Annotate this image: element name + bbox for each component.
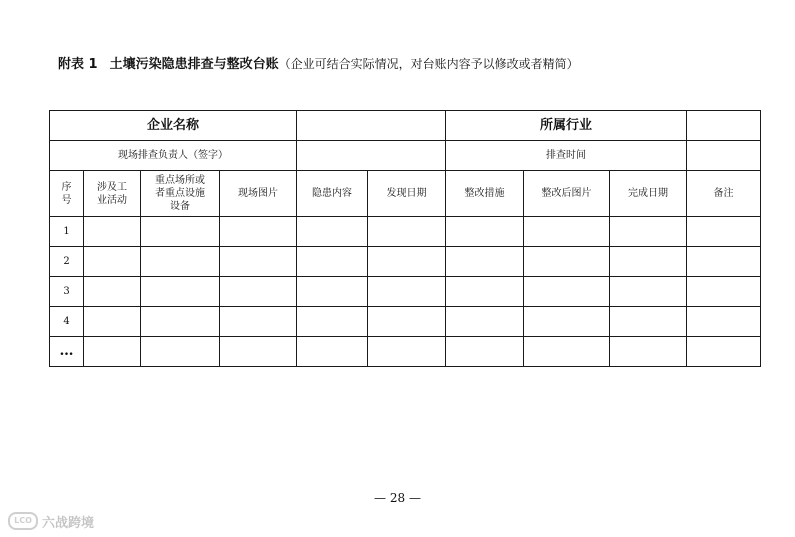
table-cell[interactable] — [610, 337, 687, 367]
industry-label: 所属行业 — [446, 111, 687, 141]
table-cell[interactable] — [610, 247, 687, 277]
row-seq: … — [50, 337, 84, 367]
table-cell[interactable] — [84, 247, 141, 277]
table-cell[interactable] — [446, 217, 524, 247]
col-header-activity: 涉及工 业活动 — [84, 171, 141, 217]
table-cell[interactable] — [141, 307, 220, 337]
company-name-field[interactable] — [297, 111, 446, 141]
ledger-note: （企业可结合实际情况，对台账内容予以修改或者精简） — [278, 57, 579, 71]
table-cell[interactable] — [84, 337, 141, 367]
row-seq: 3 — [50, 277, 84, 307]
table-cell[interactable] — [297, 217, 368, 247]
table-cell[interactable] — [297, 307, 368, 337]
responsible-field[interactable] — [297, 141, 446, 171]
table-cell[interactable] — [687, 277, 761, 307]
table-cell[interactable] — [220, 247, 297, 277]
table-cell[interactable] — [368, 307, 446, 337]
table-cell[interactable] — [84, 217, 141, 247]
table-cell[interactable] — [84, 307, 141, 337]
watermark — [8, 511, 94, 531]
table-row — [50, 217, 761, 247]
table-cell[interactable] — [446, 277, 524, 307]
table-cell[interactable] — [446, 307, 524, 337]
watermark-logo-icon: LCO — [8, 512, 38, 530]
ledger-table — [49, 110, 761, 367]
table-cell[interactable] — [610, 307, 687, 337]
table-cell[interactable] — [141, 247, 220, 277]
table-cell[interactable] — [368, 217, 446, 247]
table-cell[interactable] — [220, 337, 297, 367]
table-cell[interactable] — [687, 217, 761, 247]
col-header-after-photo: 整改后图片 — [524, 171, 610, 217]
row-seq: 4 — [50, 307, 84, 337]
table-cell[interactable] — [220, 217, 297, 247]
table-cell[interactable] — [524, 307, 610, 337]
table-cell[interactable] — [446, 247, 524, 277]
watermark-text: 六战跨境 — [42, 515, 95, 531]
page-title — [58, 55, 579, 73]
table-row — [50, 307, 761, 337]
table-cell[interactable] — [368, 337, 446, 367]
table-cell[interactable] — [524, 217, 610, 247]
ledger-title: 土壤污染隐患排查与整改台账 — [109, 57, 279, 72]
table-cell[interactable] — [524, 247, 610, 277]
table-cell[interactable] — [524, 337, 610, 367]
inspection-time-label: 排查时间 — [446, 141, 687, 171]
col-header-key-site: 重点场所或 者重点设施 设备 — [141, 171, 220, 217]
col-header-found-date: 发现日期 — [368, 171, 446, 217]
table-cell[interactable] — [84, 277, 141, 307]
table-cell[interactable] — [297, 247, 368, 277]
table-cell[interactable] — [610, 277, 687, 307]
table-cell[interactable] — [297, 277, 368, 307]
col-header-done-date: 完成日期 — [610, 171, 687, 217]
row-seq: 1 — [50, 217, 84, 247]
table-cell[interactable] — [687, 247, 761, 277]
table-cell[interactable] — [297, 337, 368, 367]
responsible-label: 现场排查负责人（签字） — [50, 141, 297, 171]
table-cell[interactable] — [610, 217, 687, 247]
table-cell[interactable] — [687, 337, 761, 367]
company-name-label: 企业名称 — [50, 111, 297, 141]
row-seq: 2 — [50, 247, 84, 277]
col-header-seq: 序 号 — [50, 171, 84, 217]
table-cell[interactable] — [220, 277, 297, 307]
col-header-measures: 整改措施 — [446, 171, 524, 217]
page-number: — 28 — — [374, 491, 421, 505]
table-cell[interactable] — [220, 307, 297, 337]
table-cell[interactable] — [141, 277, 220, 307]
col-header-remarks: 备注 — [687, 171, 761, 217]
table-cell[interactable] — [446, 337, 524, 367]
table-row — [50, 247, 761, 277]
ledger-rows — [50, 217, 761, 367]
table-cell[interactable] — [687, 307, 761, 337]
table-row — [50, 277, 761, 307]
col-header-site-photo: 现场图片 — [220, 171, 297, 217]
col-header-hazard: 隐患内容 — [297, 171, 368, 217]
table-cell[interactable] — [368, 277, 446, 307]
table-cell[interactable] — [141, 337, 220, 367]
table-row — [50, 337, 761, 367]
table-cell[interactable] — [368, 247, 446, 277]
industry-field[interactable] — [687, 111, 761, 141]
table-cell[interactable] — [141, 217, 220, 247]
table-cell[interactable] — [524, 277, 610, 307]
appendix-label: 附表 1 — [58, 57, 98, 72]
inspection-time-field[interactable] — [687, 141, 761, 171]
